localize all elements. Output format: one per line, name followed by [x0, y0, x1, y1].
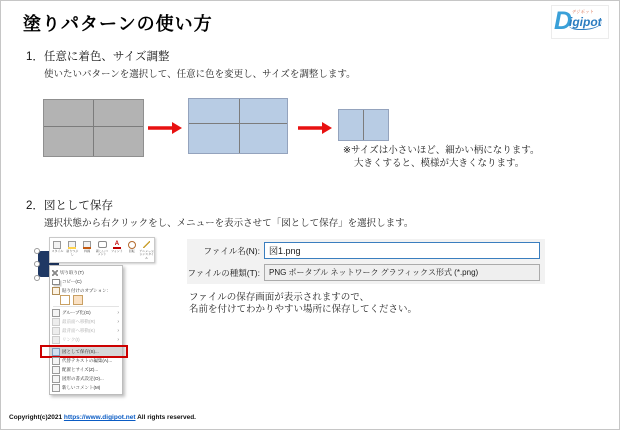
grid-vline: [239, 99, 240, 153]
picture-icon: [52, 348, 60, 356]
menu-item-format-shape[interactable]: 図形の書式設定(O)...: [50, 374, 122, 383]
footer-copyright: [9, 414, 196, 421]
section2-heading: 2．図として保存: [26, 200, 113, 212]
submenu-arrow-icon: ›: [117, 336, 119, 343]
copyright-suffix: All rights reserved.: [135, 414, 196, 421]
clipboard-icon: [52, 287, 60, 295]
save-hint-line1: ファイルの保存画面が表示されますので、: [189, 292, 370, 303]
page-title: 塗りパターンの使い方: [23, 14, 213, 34]
footer-link[interactable]: https://www.digipot.net: [63, 414, 136, 421]
menu-item-edit-alt-text[interactable]: 代替テキストの編集(A)...: [50, 356, 122, 365]
submenu-arrow-icon: ›: [117, 309, 119, 316]
toolbar-fill-button[interactable]: 塗りつぶし: [65, 239, 80, 261]
fill-bucket-icon: [68, 241, 76, 249]
menu-separator: [53, 345, 119, 346]
link-icon: [52, 336, 60, 344]
alt-text-icon: [52, 357, 60, 365]
filetype-dropdown[interactable]: PNG ポータブル ネットワーク グラフィックス形式 (*.png): [264, 264, 540, 281]
menu-item-group[interactable]: グループ化(G) ›: [50, 308, 122, 317]
save-dialog-fragment: [187, 239, 545, 284]
menu-item-size-and-position[interactable]: 配置とサイズ(Z)...: [50, 365, 122, 374]
menu-item-send-to-back[interactable]: 最背面へ移動(K) ›: [50, 326, 122, 335]
red-arrow-icon: [147, 120, 183, 136]
font-color-icon: A: [114, 241, 120, 247]
logo-ruby-text: デジポット: [572, 9, 595, 14]
new-comment-icon: [52, 384, 60, 392]
filename-label: ファイル名(N):: [203, 245, 260, 256]
copy-icon: [52, 279, 60, 285]
selection-handle[interactable]: [34, 248, 40, 254]
paste-keep-formatting-button[interactable]: [60, 295, 70, 305]
digipot-logo: [551, 5, 609, 39]
section2-body: 選択状態から右クリックをし、メニューを表示させて「図として保存」を選択します。: [44, 218, 414, 229]
section1-body: 使いたいパターンを選択して、任意に色を変更し、サイズを調整します。: [44, 69, 356, 80]
logo-wordmark: igipot: [569, 15, 602, 29]
size-note-line1: ※サイズは小さいほど、細かい柄になります。: [343, 145, 540, 156]
group-icon: [52, 309, 60, 317]
paste-picture-button[interactable]: [73, 295, 83, 305]
filename-input[interactable]: 図1.png: [264, 242, 540, 259]
toolbar-new-comment-button[interactable]: 新しいコメント: [95, 239, 110, 261]
size-position-icon: [52, 366, 60, 374]
comment-bubble-icon: [98, 241, 106, 249]
menu-item-link[interactable]: リンク(I) ›: [50, 335, 122, 344]
grid-vline: [93, 100, 94, 156]
grid-hline: [44, 126, 143, 127]
context-menu: [49, 265, 123, 395]
toolbar-style-button[interactable]: スタイル: [50, 239, 65, 261]
pattern-sample-blue-small: [338, 109, 389, 141]
filetype-label: ファイルの種類(T):: [187, 267, 260, 278]
menu-item-save-as-picture[interactable]: 図として保存(S)...: [50, 347, 122, 356]
menu-separator: [53, 306, 119, 307]
save-hint-line2: 名前を付けてわかりやすい場所に保存してください。: [189, 304, 418, 315]
menu-item-copy[interactable]: コピー(C): [50, 277, 122, 286]
style-icon: [53, 241, 61, 249]
cut-icon: [52, 270, 58, 276]
toolbar-rotate-button[interactable]: 回転: [124, 239, 139, 261]
menu-item-bring-to-front[interactable]: 最前面へ移動(R) ›: [50, 317, 122, 326]
menu-item-cut[interactable]: 切り取り(T): [50, 268, 122, 277]
paste-options-row: [50, 295, 122, 305]
selection-handle[interactable]: [34, 261, 40, 267]
wand-icon: [143, 241, 151, 249]
size-note-line2: 大きくすると、模様が大きくなります。: [354, 158, 525, 169]
format-shape-icon: [52, 375, 60, 383]
logo-letter-d: D: [554, 7, 573, 35]
section1-heading: 1．任意に着色、サイズ調整: [26, 51, 170, 63]
pattern-sample-blue-large: [188, 98, 288, 154]
outline-pen-icon: [83, 241, 91, 249]
toolbar-outline-button[interactable]: 枠線: [80, 239, 95, 261]
mini-toolbar: [49, 237, 155, 263]
bring-to-front-icon: [52, 318, 60, 326]
menu-item-new-comment[interactable]: 新しいコメント(M): [50, 383, 122, 392]
grid-hline: [189, 123, 287, 124]
pattern-sample-gray: [43, 99, 144, 157]
menu-item-paste-options: 貼り付けのオプション:: [50, 286, 122, 295]
toolbar-font-button[interactable]: A フォント: [110, 241, 123, 253]
selection-handle[interactable]: [34, 275, 40, 281]
grid-vline: [363, 110, 364, 140]
send-to-back-icon: [52, 327, 60, 335]
red-arrow-icon: [297, 120, 333, 136]
toolbar-animation-style-button[interactable]: アニメーションスタイル: [139, 239, 154, 261]
submenu-arrow-icon: ›: [117, 327, 119, 334]
copyright-prefix: Copyright(c)2021: [9, 414, 64, 421]
submenu-arrow-icon: ›: [117, 318, 119, 325]
rotate-icon: [128, 241, 136, 249]
